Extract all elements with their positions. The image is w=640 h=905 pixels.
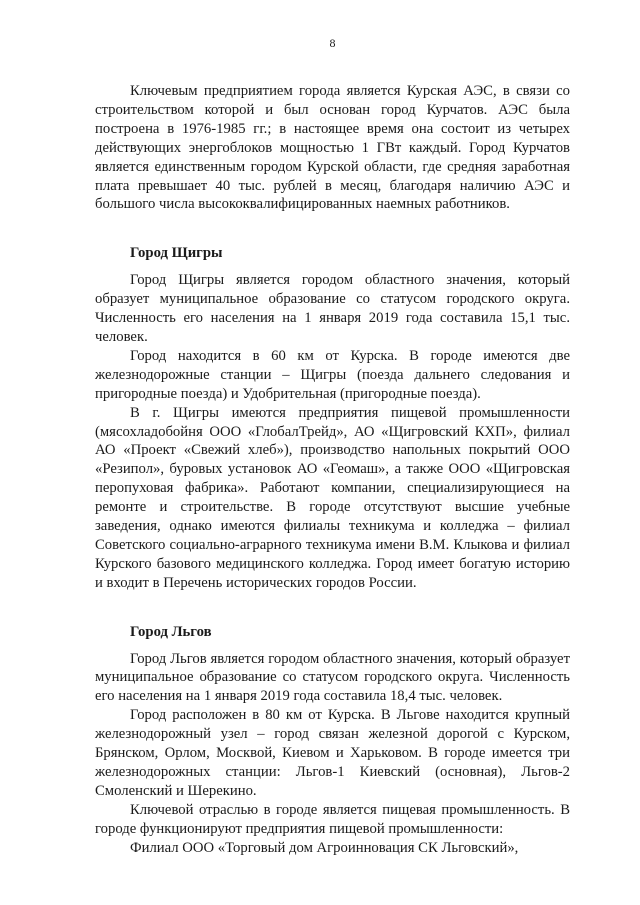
section-title-lgov: Город Льгов (130, 623, 212, 640)
paragraph: Город Льгов является городом областного значения, который образует муниципальное образование со статусом городского округа. Численность его населения на 1 января 2019 года составила 18,4 тыс. человек. (95, 650, 570, 705)
paragraph: Город расположен в 80 км от Курска. В Льгове находится крупный железнодорожный узел – город связан железной дорогой с Курском, Брянском, Орлом, Москвой, Киевом и Харьковом. В городе имеется три железнодорожных станции: Льгов-1 Киевский (основная), Льгов-2 Смоленский и Шерекино. (95, 707, 570, 799)
section-title-shchigry: Город Щигры (130, 245, 223, 262)
paragraph: Филиал ООО «Торговый дом Агроинновация СК Льговский», (130, 839, 519, 856)
paragraph: В г. Щигры имеются предприятия пищевой промышленности (мясохладобойня ООО «ГлобалТрейд», АО «Щигровский КХП», филиал АО «Проект «Свежий хлеб»), производство напольных покрытий ООО «Резипол», буровых установок АО «Геомаш», а также ООО «Щигровская перопуховая фабрика». Работают компании, специализирующиеся на ремонте и строительстве. В городе отсутствуют высшие учебные заведения, однако имеются филиалы техникума и колледжа – филиал Советского социально-аграрного техникума имени В.М. Клыкова и филиал Курского базового медицинского колледжа. Город имеет богатую историю и входит в Перечень исторических городов России. (95, 404, 570, 591)
intro-paragraph: Ключевым предприятием города является Курская АЭС, в связи со строительством которой и был основан город Курчатов. АЭС была построена в 1976-1985 гг.; в настоящее время она состоит из четырех действующих энергоблоков мощностью 1 ГВт каждый. Город Курчатов является единственным городом Курской области, где средняя заработная плата превышает 40 тыс. рублей в месяц, благодаря наличию АЭС и большого числа высококвалифицированных наемных работников. (95, 83, 570, 213)
page-number: 8 (329, 36, 336, 50)
paragraph: Город находится в 60 км от Курска. В городе имеются две железнодорожные станции – Щигры (поезда дальнего следования и пригородные поезда) и Удобрительная (пригородные поезда). (95, 347, 570, 402)
paragraph: Ключевой отраслью в городе является пищевая промышленность. В городе функционируют предприятия пищевой промышленности: (95, 801, 570, 837)
paragraph: Город Щигры является городом областного значения, который образует муниципальное образование со статусом городского округа. Численность его населения на 1 января 2019 года составила 15,1 тыс. человек. (95, 272, 570, 345)
